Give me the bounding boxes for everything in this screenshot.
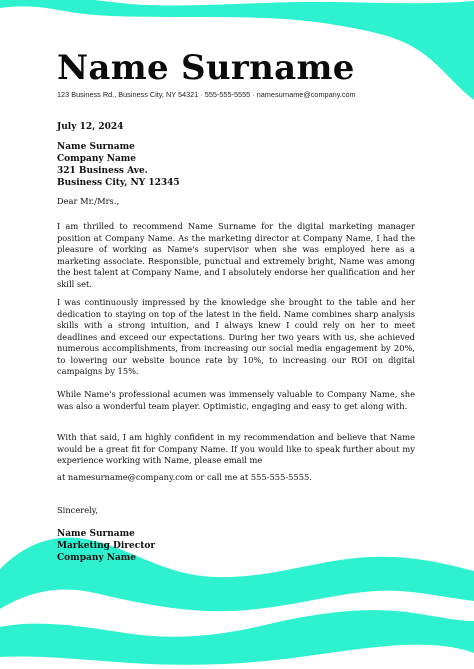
signature-company: Company Name [57,553,137,563]
body-paragraph-2: I was continuously impressed by the knowledge she brought to the table and her dedication to staying on top of the latest in the field. Name combines sharp analysis skills with a strong intuition, and I always knew I could rely on her to meet deadlines and exceed our expectations. During her two years with us, she achieved numerous accomplishments, from increasing our social media engagement by 20%, to lowering our website bounce rate by 10%, to increasing our ROI on digital campaigns by 15%. [57,297,415,376]
signature-block [57,528,415,564]
sender-name: Name Surname [57,48,355,88]
body-paragraph-3: While Name's professional acumen was immensely valuable to Company Name, she was also a wonderful team player. Optimistic, engaging and easy to get along with. [57,389,415,411]
greeting: Dear Mr./Mrs., [57,196,120,206]
recipient-city: Business City, NY 12345 [57,178,180,188]
recipient-name: Name Surname [57,142,135,152]
recipient-company: Company Name [57,154,137,164]
signature-title: Marketing Director [57,541,156,551]
body-paragraph-4: With that said, I am highly confident in my recommendation and believe that Name would be a great fit for Company Name. If you would like to speak further about my experience working with Name, please email me [57,432,415,465]
contact-request-line: at namesurname@company.com or call me at 555-555-5555. [57,472,312,482]
recipient-address-block [57,141,415,189]
recipient-street: 321 Business Ave. [57,166,148,176]
signature-name: Name Surname [57,529,135,539]
body-paragraph-1: I am thrilled to recommend Name Surname for the digital marketing manager position at Company Name. As the marketing director at Company Name, I had the pleasure of working as Name's supervisor when she was employed here as a marketing associate. Responsible, punctual and extremely bright, Name was among the best talent at Company Name, and I absolutely endorse her qualification and her skill set. [57,221,415,289]
sender-contact-line: 123 Business Rd., Business City, NY 54321 · 555-555-5555 · namesurname@company.com [57,90,356,99]
letter-date: July 12, 2024 [57,122,124,132]
closing: Sincerely, [57,505,98,515]
